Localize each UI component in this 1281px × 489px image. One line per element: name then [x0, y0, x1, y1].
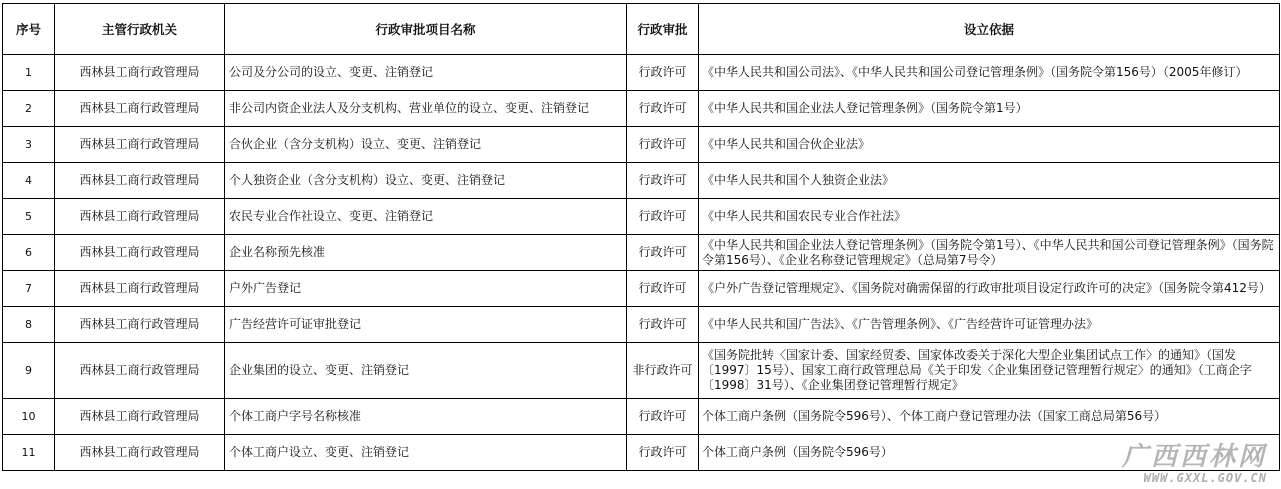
header-type: 行政审批	[627, 4, 699, 55]
watermark-text: 广西西林网	[1121, 442, 1267, 472]
cell-item: 企业集团的设立、变更、注销登记	[225, 343, 627, 399]
cell-type: 行政许可	[627, 435, 699, 471]
cell-basis: 《中华人民共和国合伙企业法》	[699, 127, 1280, 163]
cell-org: 西林县工商行政管理局	[55, 307, 225, 343]
cell-type: 行政许可	[627, 199, 699, 235]
cell-item: 企业名称预先核准	[225, 235, 627, 271]
cell-org: 西林县工商行政管理局	[55, 199, 225, 235]
table-row	[3, 127, 1280, 163]
cell-org: 西林县工商行政管理局	[55, 435, 225, 471]
cell-type: 行政许可	[627, 91, 699, 127]
cell-type: 行政许可	[627, 399, 699, 435]
table-row	[3, 55, 1280, 91]
cell-no: 7	[3, 271, 55, 307]
cell-org: 西林县工商行政管理局	[55, 343, 225, 399]
cell-no: 2	[3, 91, 55, 127]
table-row	[3, 235, 1280, 271]
table-row	[3, 91, 1280, 127]
watermark-url: WWW.GXXL.GOV.CN	[1143, 471, 1267, 485]
cell-org: 西林县工商行政管理局	[55, 55, 225, 91]
cell-basis: 《中华人民共和国个人独资企业法》	[699, 163, 1280, 199]
cell-no: 3	[3, 127, 55, 163]
cell-no: 1	[3, 55, 55, 91]
header-basis: 设立依据	[699, 4, 1280, 55]
cell-org: 西林县工商行政管理局	[55, 163, 225, 199]
cell-type: 行政许可	[627, 163, 699, 199]
cell-item: 公司及分公司的设立、变更、注销登记	[225, 55, 627, 91]
cell-no: 5	[3, 199, 55, 235]
cell-basis: 《户外广告登记管理规定》、《国务院对确需保留的行政审批项目设定行政许可的决定》（国务院令第412号）	[699, 271, 1280, 307]
cell-basis: 《中华人民共和国企业法人登记管理条例》（国务院令第1号）、《中华人民共和国公司登记管理条例》（国务院令第156号）、《企业名称登记管理规定》（总局第7号令）	[699, 235, 1280, 271]
cell-basis: 《中华人民共和国公司法》、《中华人民共和国公司登记管理条例》（国务院令第156号）（2005年修订）	[699, 55, 1280, 91]
table-row	[3, 307, 1280, 343]
cell-item: 非公司内资企业法人及分支机构、营业单位的设立、变更、注销登记	[225, 91, 627, 127]
header-org: 主管行政机关	[55, 4, 225, 55]
cell-item: 个体工商户字号名称核准	[225, 399, 627, 435]
table-row	[3, 399, 1280, 435]
cell-basis: 《国务院批转〈国家计委、国家经贸委、国家体改委关于深化大型企业集团试点工作〉的通知》（国发〔1997〕15号）、国家工商行政管理总局《关于印发〈企业集团登记管理暂行规定〉的通知》（工商企字〔1998〕31号）、《企业集团登记管理暂行规定》	[699, 343, 1280, 399]
table-row	[3, 199, 1280, 235]
cell-no: 11	[3, 435, 55, 471]
cell-basis: 《中华人民共和国企业法人登记管理条例》（国务院令第1号）	[699, 91, 1280, 127]
cell-basis: 《中华人民共和国农民专业合作社法》	[699, 199, 1280, 235]
cell-no: 9	[3, 343, 55, 399]
approval-items-table	[2, 3, 1280, 471]
cell-no: 8	[3, 307, 55, 343]
cell-basis: 个体工商户条例（国务院令596号）、个体工商户登记管理办法（国家工商总局第56号）	[699, 399, 1280, 435]
table-header-row	[3, 4, 1280, 55]
cell-type: 行政许可	[627, 307, 699, 343]
cell-type: 非行政许可	[627, 343, 699, 399]
cell-no: 6	[3, 235, 55, 271]
cell-org: 西林县工商行政管理局	[55, 91, 225, 127]
table-row	[3, 435, 1280, 471]
cell-item: 个人独资企业（含分支机构）设立、变更、注销登记	[225, 163, 627, 199]
cell-item: 农民专业合作社设立、变更、注销登记	[225, 199, 627, 235]
cell-org: 西林县工商行政管理局	[55, 235, 225, 271]
table-row	[3, 271, 1280, 307]
cell-type: 行政许可	[627, 127, 699, 163]
cell-no: 4	[3, 163, 55, 199]
cell-org: 西林县工商行政管理局	[55, 399, 225, 435]
cell-org: 西林县工商行政管理局	[55, 271, 225, 307]
header-no: 序号	[3, 4, 55, 55]
cell-type: 行政许可	[627, 271, 699, 307]
table-row	[3, 163, 1280, 199]
cell-item: 广告经营许可证审批登记	[225, 307, 627, 343]
cell-basis: 《中华人民共和国广告法》、《广告管理条例》、《广告经营许可证管理办法》	[699, 307, 1280, 343]
table-row	[3, 343, 1280, 399]
cell-basis: 个体工商户条例（国务院令596号）	[699, 435, 1280, 471]
cell-item: 户外广告登记	[225, 271, 627, 307]
cell-type: 行政许可	[627, 55, 699, 91]
cell-org: 西林县工商行政管理局	[55, 127, 225, 163]
cell-no: 10	[3, 399, 55, 435]
header-item: 行政审批项目名称	[225, 4, 627, 55]
cell-item: 合伙企业（含分支机构）设立、变更、注销登记	[225, 127, 627, 163]
cell-type: 行政许可	[627, 235, 699, 271]
cell-item: 个体工商户设立、变更、注销登记	[225, 435, 627, 471]
